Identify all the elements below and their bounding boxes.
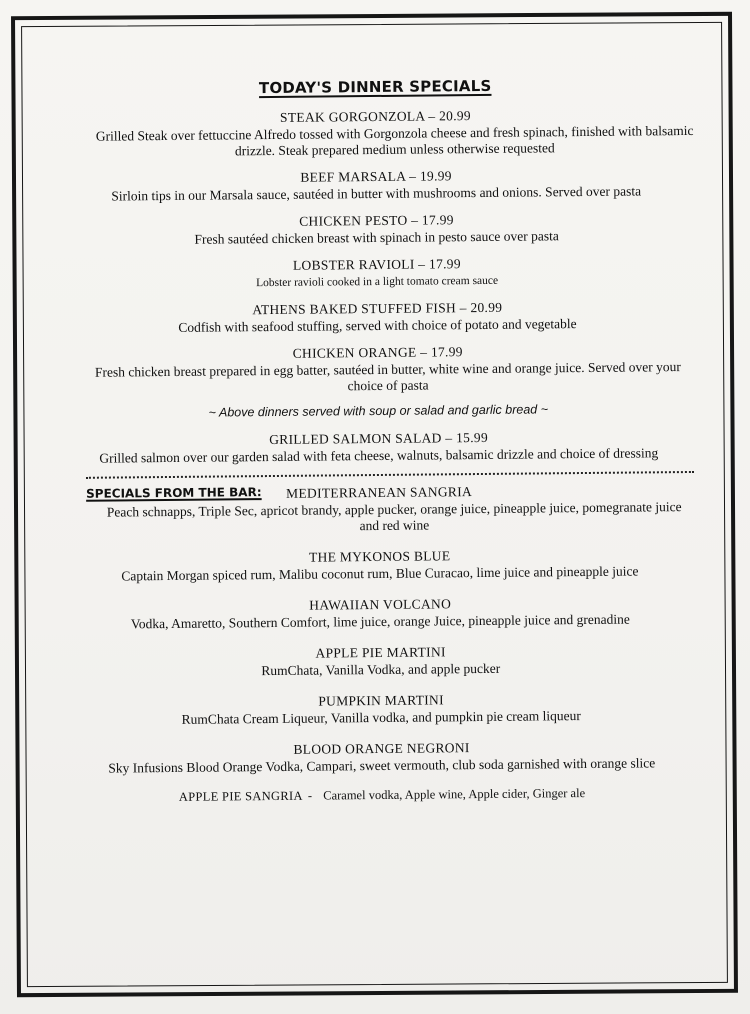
item-description: Fresh sautéed chicken breast with spinach in pesto sauce over pasta — [194, 228, 559, 247]
dotted-divider — [86, 471, 694, 479]
item-description: Grilled Steak over fettuccine Alfredo tossed with Gorgonzola cheese and fresh spinach, finished with balsamic drizzle. Steak prepared medium unless otherwise requested — [95, 122, 694, 159]
item-description: Codfish with seafood stuffing, served with choice of potato and vegetable — [178, 316, 577, 335]
item-description: Sirloin tips in our Marsala sauce, sautéed in butter with mushrooms and onions. Served over pasta — [111, 183, 642, 204]
item-description: Lobster ravioli cooked in a light tomato cream sauce — [255, 274, 499, 290]
drink-name: APPLE PIE SANGRIA — [178, 788, 303, 804]
drink-separator: - — [307, 788, 313, 803]
menu-item — [24, 253, 730, 294]
page-title: TODAY'S DINNER SPECIALS — [258, 76, 492, 98]
drink-description: RumChata, Vanilla Vodka, and apple pucker — [261, 660, 501, 679]
drink-name: THE MYKONOS BLUE — [308, 548, 451, 565]
item-name: CHICKEN PESTO – 17.99 — [299, 212, 454, 229]
menu-item — [22, 105, 728, 162]
item-name: CHICKEN ORANGE – 17.99 — [292, 344, 463, 361]
drink-description: Captain Morgan spiced rum, Malibu coconut rum, Blue Curacao, lime juice and pineapple juice — [121, 563, 639, 584]
menu-item — [25, 341, 731, 398]
drink-description: RumChata Cream Liqueur, Vanilla vodka, and pumpkin pie cream liqueur — [181, 708, 581, 727]
item-name: BEEF MARSALA – 19.99 — [300, 168, 452, 185]
drink-description: Vodka, Amaretto, Southern Comfort, lime juice, orange Juice, pineapple juice and grenadine — [130, 611, 630, 632]
drink-item — [27, 593, 733, 634]
drink-item — [28, 689, 734, 730]
drink-name: APPLE PIE MARTINI — [315, 644, 446, 661]
drink-name: PUMPKIN MARTINI — [318, 692, 444, 709]
item-name: STEAK GORGONZOLA – 20.99 — [279, 108, 472, 125]
item-name: LOBSTER RAVIOLI – 17.99 — [292, 256, 461, 273]
drink-item — [28, 737, 734, 778]
drink-item — [28, 641, 734, 682]
drink-description: Peach schnapps, Triple Sec, apricot brandy, apple pucker, orange juice, pineapple juice, pomegranate juice and red wine — [106, 499, 682, 534]
drink-name: HAWAIIAN VOLCANO — [309, 596, 452, 613]
menu-item — [23, 165, 729, 206]
drink-item — [27, 545, 733, 586]
item-name: GRILLED SALMON SALAD – 15.99 — [269, 429, 489, 448]
menu-content — [22, 63, 735, 807]
drink-description: Sky Infusions Blood Orange Vodka, Campari, sweet vermouth, club soda garnished with orange slice — [108, 755, 656, 776]
drink-name: BLOOD ORANGE NEGRONI — [293, 740, 470, 757]
menu-item — [23, 209, 729, 250]
bar-specials — [26, 481, 735, 807]
item-description: Grilled salmon over our garden salad with feta cheese, walnuts, balsamic drizzle and choice of dressing — [99, 445, 659, 466]
drink-name: MEDITERRANEAN SANGRIA — [286, 484, 473, 501]
menu-item — [24, 297, 730, 338]
menu-item — [26, 427, 732, 468]
item-name: ATHENS BAKED STUFFED FISH – 20.99 — [252, 299, 503, 318]
drink-description: Caramel vodka, Apple wine, Apple cider, Ginger ale — [323, 786, 586, 803]
dinner-note: ~ Above dinners served with soup or salad and garlic bread ~ — [208, 402, 549, 420]
bar-section-heading: SPECIALS FROM THE BAR: — [86, 485, 262, 501]
item-description: Fresh chicken breast prepared in egg batter, sautéed in butter, white wine and orange juice. Served over your choice of pasta — [94, 359, 681, 394]
